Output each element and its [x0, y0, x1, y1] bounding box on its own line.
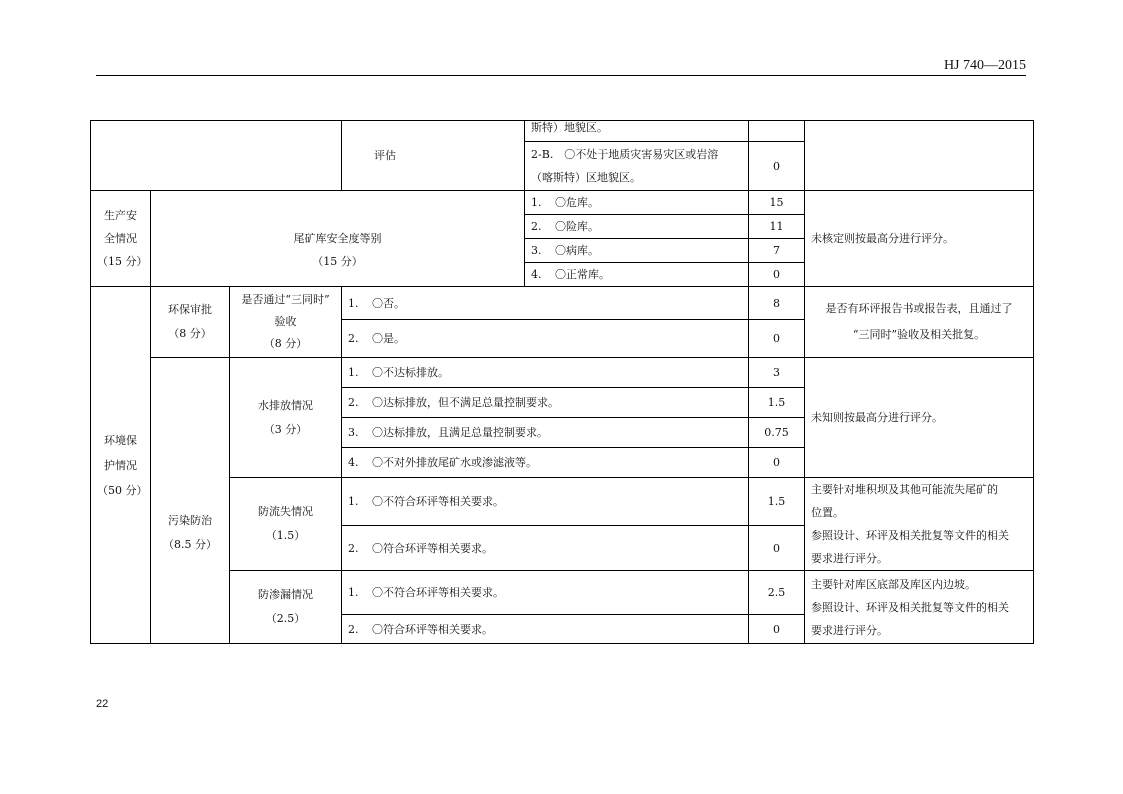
option-cell: 1. 〇否。 [342, 287, 749, 320]
score-cell: 0 [749, 142, 805, 191]
option-cell: 1. 〇不达标排放。 [342, 358, 749, 388]
table-row [91, 571, 1034, 615]
item-cell: 防渗漏情况 （2.5） [230, 571, 342, 644]
score-cell: 1.5 [749, 478, 805, 526]
scoring-table [90, 120, 1034, 644]
page-number: 22 [96, 698, 109, 710]
score-cell: 15 [749, 191, 805, 215]
table-row [91, 478, 1034, 526]
option-text: 2-B. 〇不处于地质灾害易灾区或岩溶 [531, 148, 719, 161]
standard-code: HJ 740—2015 [943, 58, 1026, 73]
option-cell: 2. 〇符合环评等相关要求。 [342, 615, 749, 644]
note-cell: 未核定则按最高分进行评分。 [805, 191, 1034, 287]
sub-category-cell: 污染防治 （8.5 分） [151, 358, 230, 644]
option-cell: 1. 〇危库。 [525, 191, 749, 215]
option-cell: 4. 〇正常库。 [525, 263, 749, 287]
table-row [91, 191, 1034, 215]
note-cell: 主要针对堆积坝及其他可能流失尾矿的 位置。 参照设计、环评及相关批复等文件的相关 要求进行评分。 [805, 478, 1034, 571]
option-text: （喀斯特）区地貌区。 [531, 171, 642, 184]
option-cell: 4. 〇不对外排放尾矿水或渗滤液等。 [342, 448, 749, 478]
option-cell: 1. 〇不符合环评等相关要求。 [342, 478, 749, 526]
score-cell: 1.5 [749, 388, 805, 418]
category-cell: 生产安 全情况 （15 分） [91, 191, 151, 287]
option-cell: 2. 〇达标排放，但不满足总量控制要求。 [342, 388, 749, 418]
note-cell [805, 121, 1034, 191]
note-cell: 未知则按最高分进行评分。 [805, 358, 1034, 478]
option-cell: 2. 〇符合环评等相关要求。 [342, 526, 749, 571]
score-cell: 0 [749, 526, 805, 571]
score-cell: 7 [749, 239, 805, 263]
score-cell: 2.5 [749, 571, 805, 615]
option-cell: 2. 〇险库。 [525, 215, 749, 239]
item-cell: 是否通过“三同时” 验收 （8 分） [230, 287, 342, 358]
item-cell: 防流失情况 （1.5） [230, 478, 342, 571]
option-cell: 3. 〇达标排放，且满足总量控制要求。 [342, 418, 749, 448]
score-cell: 3 [749, 358, 805, 388]
category-cell: 环境保 护情况 （50 分） [91, 287, 151, 644]
empty-cell [91, 121, 342, 191]
option-cell: 3. 〇病库。 [525, 239, 749, 263]
score-cell: 0.75 [749, 418, 805, 448]
score-cell [749, 121, 805, 142]
table-row [91, 287, 1034, 320]
note-cell: 主要针对库区底部及库区内边坡。 参照设计、环评及相关批复等文件的相关 要求进行评分。 [805, 571, 1034, 644]
score-cell: 11 [749, 215, 805, 239]
item-cell: 尾矿库安全度等别 （15 分） [151, 191, 525, 287]
header-rule [96, 75, 1026, 76]
item-cell: 水排放情况 （3 分） [230, 358, 342, 478]
table-row [91, 358, 1034, 388]
sub-category-cell: 环保审批 （8 分） [151, 287, 230, 358]
option-cell: 2. 〇是。 [342, 320, 749, 358]
note-cell: 是否有环评报告书或报告表，且通过了 “三同时”验收及相关批复。 [805, 287, 1034, 358]
option-cell: 斯特）地貌区。 [525, 121, 749, 142]
score-cell: 0 [749, 615, 805, 644]
score-cell: 0 [749, 448, 805, 478]
option-cell: 1. 〇不符合环评等相关要求。 [342, 571, 749, 615]
score-cell: 8 [749, 287, 805, 320]
score-cell: 0 [749, 263, 805, 287]
score-cell: 0 [749, 320, 805, 358]
table-row [91, 121, 1034, 142]
item-cell: 评估 [342, 121, 525, 191]
option-cell [525, 142, 749, 191]
